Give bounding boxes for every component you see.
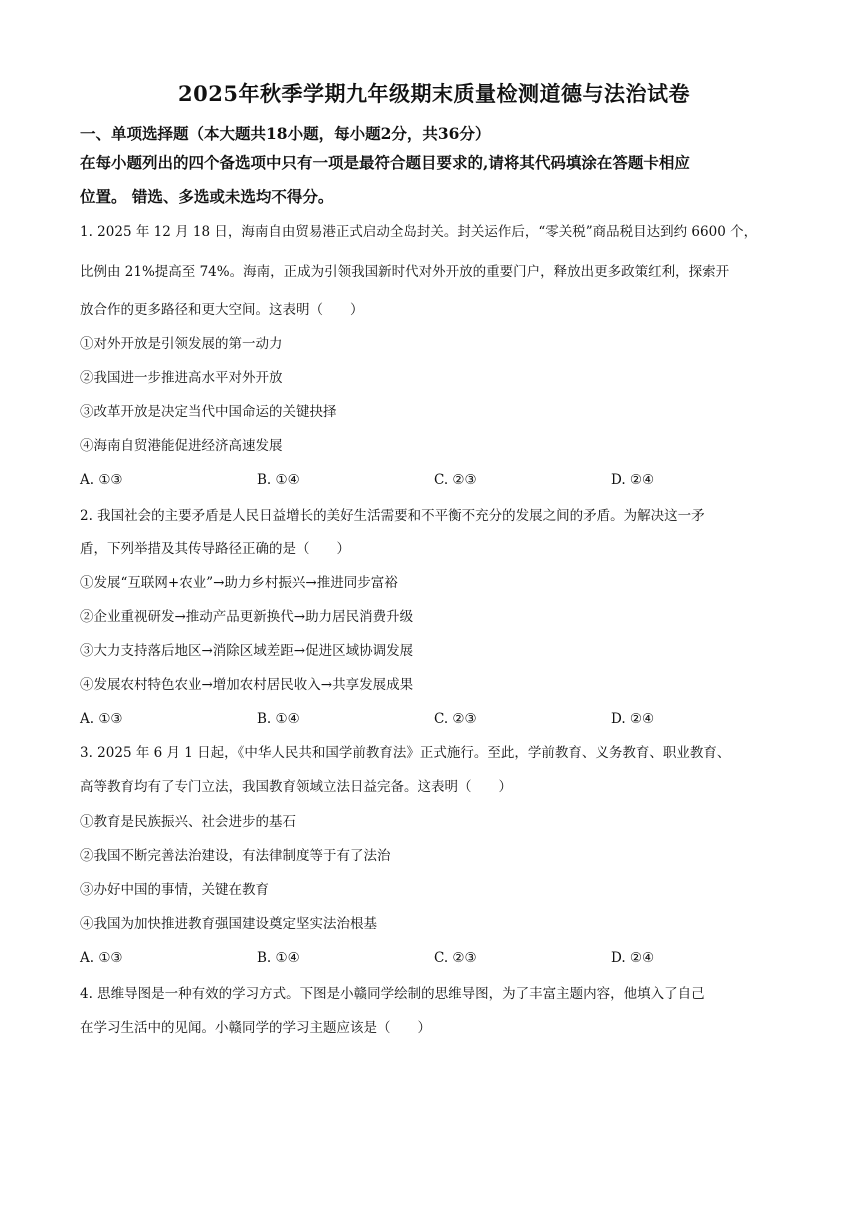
statement: ①发展“互联网+农业”→助力乡村振兴→推进同步富裕 <box>80 575 398 591</box>
exam-title: 2025年秋季学期九年级期末质量检测道德与法治试卷 <box>178 81 690 106</box>
question-stem-line: 2. 我国社会的主要矛盾是人民日益增长的美好生活需要和不平衡不充分的发展之间的矛盾。为解决这一矛 <box>80 508 705 524</box>
section-instruction-line: 在每小题列出的四个备选项中只有一项是最符合题目要求的,请将其代码填涂在答题卡相应 <box>80 153 690 172</box>
option-a: A. ①③ <box>80 711 123 727</box>
option-c: C. ②③ <box>434 472 477 488</box>
option-a: A. ①③ <box>80 950 123 966</box>
question-stem-line: 3. 2025 年 6 月 1 日起，《中华人民共和国学前教育法》正式施行。至此，学前教育、义务教育、职业教育、 <box>80 745 731 761</box>
option-a: A. ①③ <box>80 472 123 488</box>
statement: ④我国为加快推进教育强国建设奠定坚实法治根基 <box>80 916 377 932</box>
statement: ①对外开放是引领发展的第一动力 <box>80 336 283 352</box>
statement: ①教育是民族振兴、社会进步的基石 <box>80 814 296 830</box>
option-d: D. ②④ <box>611 472 655 488</box>
question-stem-line: 4. 思维导图是一种有效的学习方式。下图是小赣同学绘制的思维导图，为了丰富主题内容，他填入了自己 <box>80 986 705 1002</box>
question-stem-line: 盾，下列举措及其传导路径正确的是（ ） <box>80 541 350 557</box>
option-b: B. ①④ <box>257 711 300 727</box>
statement: ③改革开放是决定当代中国命运的关键抉择 <box>80 404 337 420</box>
question-stem-line: 放合作的更多路径和更大空间。这表明（ ） <box>80 302 364 318</box>
statement: ②我国进一步推进高水平对外开放 <box>80 370 283 386</box>
question-stem-line: 1. 2025 年 12 月 18 日，海南自由贸易港正式启动全岛封关。封关运作后，“零关税”商品税目达到约 6600 个， <box>80 224 758 240</box>
statement: ③大力支持落后地区→消除区域差距→促进区域协调发展 <box>80 643 414 659</box>
option-b: B. ①④ <box>257 950 300 966</box>
statement: ④海南自贸港能促进经济高速发展 <box>80 438 283 454</box>
option-c: C. ②③ <box>434 950 477 966</box>
statement: ②企业重视研发→推动产品更新换代→助力居民消费升级 <box>80 609 414 625</box>
option-c: C. ②③ <box>434 711 477 727</box>
statement: ④发展农村特色农业→增加农村居民收入→共享发展成果 <box>80 677 414 693</box>
option-d: D. ②④ <box>611 950 655 966</box>
section-instruction-line: 位置。 错选、多选或未选均不得分。 <box>80 187 334 206</box>
question-stem-line: 高等教育均有了专门立法，我国教育领域立法日益完备。这表明（ ） <box>80 779 512 795</box>
section-heading: 一、单项选择题（本大题共18小题，每小题2分，共36分） <box>80 124 491 143</box>
question-stem-line: 比例由 21%提高至 74%。海南，正成为引领我国新时代对外开放的重要门户，释放出更多政策红利，探索开 <box>80 264 730 280</box>
statement: ②我国不断完善法治建设，有法律制度等于有了法治 <box>80 848 391 864</box>
option-d: D. ②④ <box>611 711 655 727</box>
option-b: B. ①④ <box>257 472 300 488</box>
statement: ③办好中国的事情，关键在教育 <box>80 882 269 898</box>
question-stem-line: 在学习生活中的见闻。小赣同学的学习主题应该是（ ） <box>80 1020 431 1036</box>
